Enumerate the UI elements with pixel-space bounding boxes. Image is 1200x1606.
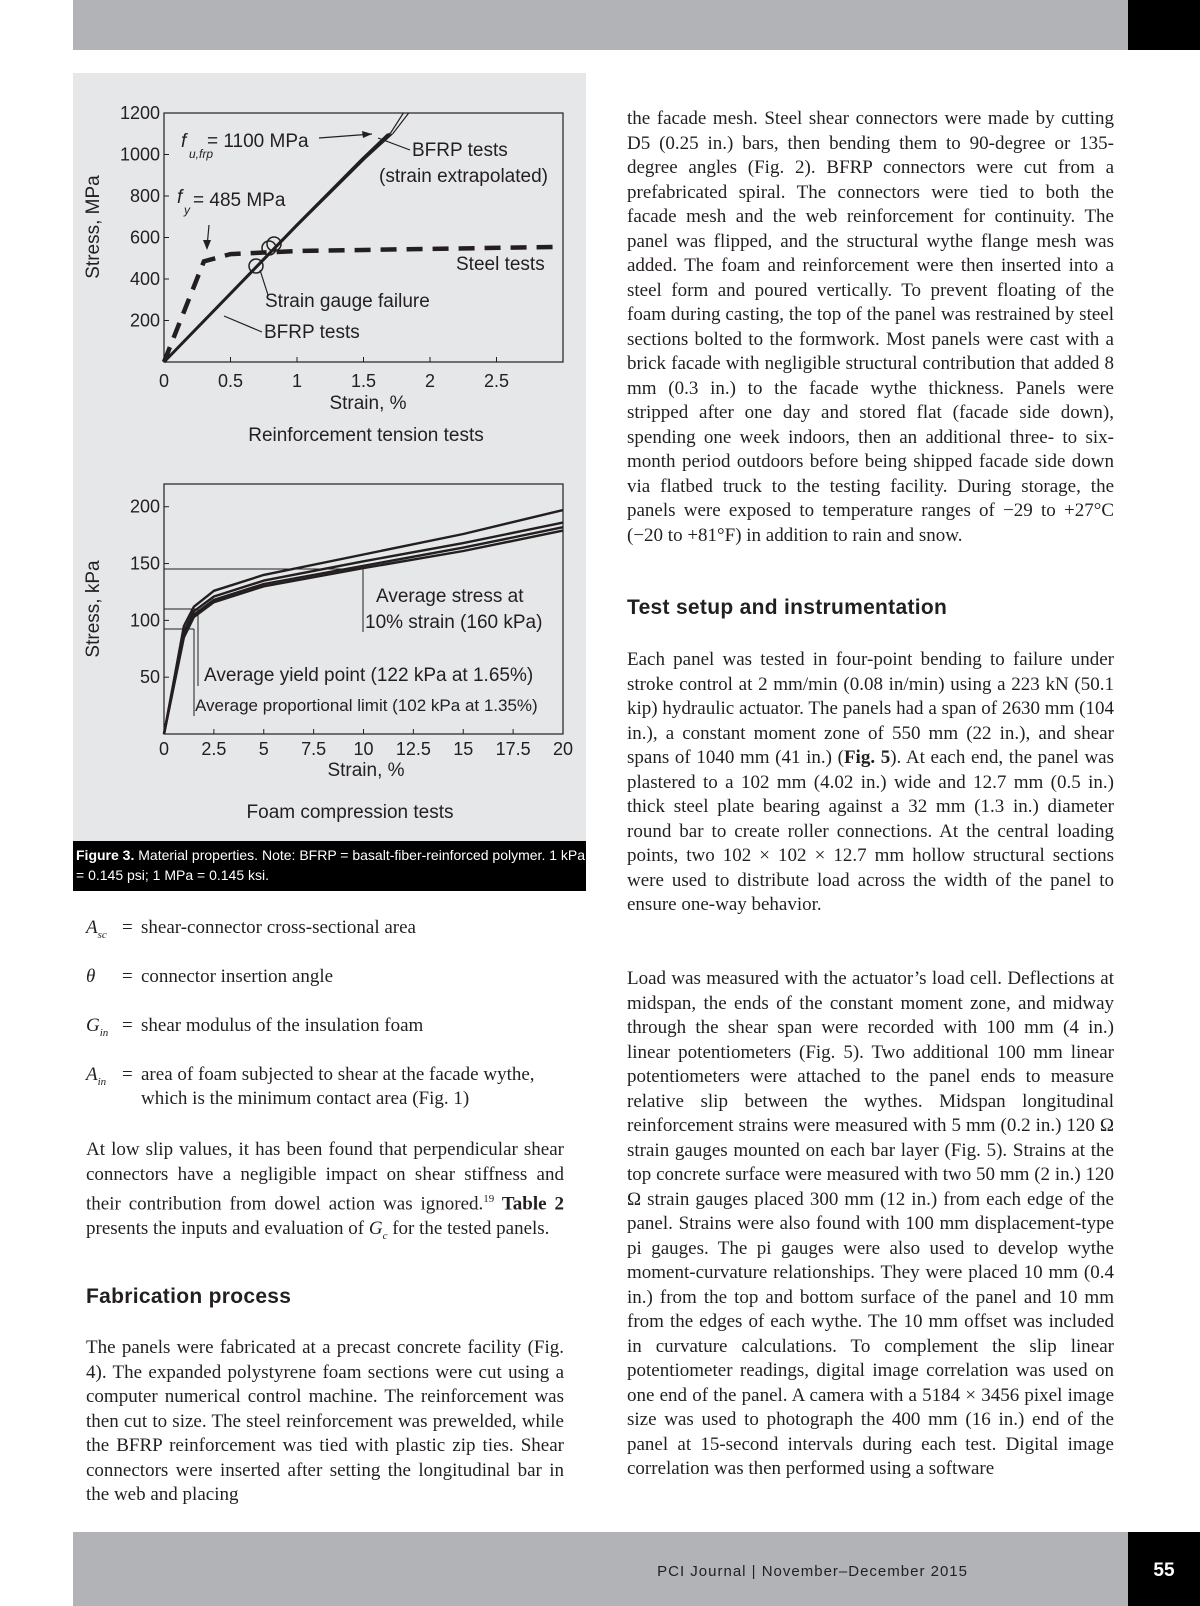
chart1-ytick-label: 800 bbox=[129, 186, 160, 206]
avg-stress-2: 10% strain (160 kPa) bbox=[365, 612, 543, 633]
heading-fabrication: Fabrication process bbox=[86, 1285, 292, 1308]
chart1-xlabel: Strain, % bbox=[329, 393, 407, 414]
left-paragraph-1: At low slip values, it has been found that perpendicular shear connectors have a negligible impact on shear stiffness and their contribution from dowel action was ignored.$^{19}$ Table 2 presents the inputs and evaluation of $G_c$ for the tested panels. bbox=[86, 1139, 564, 1242]
fy-label: f bbox=[177, 187, 183, 208]
chart2-title: Foam compression tests bbox=[246, 802, 454, 823]
journal-title: PCI Journal | November–December 2015 bbox=[657, 1563, 968, 1580]
heading-test-setup: Test setup and instrumentation bbox=[627, 596, 948, 619]
chart2-ytick-label: 200 bbox=[129, 496, 160, 517]
figure-caption bbox=[73, 841, 586, 891]
figure-3 bbox=[0, 0, 600, 900]
chart2-xtick-label: 20 bbox=[552, 739, 574, 759]
chart1-ytick-label: 1200 bbox=[119, 103, 160, 123]
right-paragraph-2: Each panel was tested in four-point bending to failure under stroke control at 2 mm/min (0.08 in/min) using a 223 kN (50.1 kip) hydraulic actuator. The panels had a span of 2630 mm (104 in.), a constant moment zone of 550 mm (22 in.), and shear spans of 1040 mm (41 in.) (Fig. 5). At each end, the panel was plastered to a 102 mm (4.02 in.) wide and 12.7 mm (0.5 in.) thick steel plate bearing against a 32 mm (1.3 in.) diameter round bar to create roller connections. At the central loading points, two 102 × 102 × 12.7 mm hollow structural sections were used to distribute load across the width of the panel to ensure one-way behavior. bbox=[627, 649, 1114, 915]
chart2-ytick-label: 100 bbox=[129, 610, 160, 631]
chart2-xlabel: Strain, % bbox=[327, 760, 405, 781]
chart2-xtick-label: 17.5 bbox=[495, 739, 531, 759]
footer-band bbox=[73, 1532, 1128, 1606]
chart2-xtick-label: 5 bbox=[258, 739, 269, 759]
avg-yield: Average yield point (122 kPa at 1.65%) bbox=[204, 665, 534, 686]
chart2-ylabel: Stress, kPa bbox=[83, 560, 104, 658]
chart1-xtick-label: 2 bbox=[424, 371, 436, 391]
steel-label: Steel tests bbox=[456, 254, 545, 275]
chart1-xtick-label: 0.5 bbox=[217, 371, 244, 391]
left-paragraph-2: The panels were fabricated at a precast concrete facility (Fig. 4). The expanded polystyrene foam sections were cut using a computer numerical control machine. The reinforcement was then cut to size. The steel reinforcement was prewelded, while the BFRP reinforcement was tied with plastic zip ties. Shear connectors were inserted after setting the longitudinal bar in the web and placing bbox=[86, 1337, 564, 1505]
caption-label: Figure 3. bbox=[76, 847, 135, 863]
caption-text: Material properties. Note: BFRP = basalt-fiber-reinforced polymer. 1 kPa = 0.145 psi; 1 MPa = 0.145 ksi. bbox=[76, 847, 586, 883]
chart2-xtick-label: 2.5 bbox=[201, 739, 227, 759]
chart1-ytick-label: 400 bbox=[129, 269, 160, 289]
chart1-xtick-label: 1.5 bbox=[350, 371, 377, 391]
fu-label: f bbox=[181, 131, 187, 152]
chart2-xtick-label: 12.5 bbox=[395, 739, 431, 759]
chart2-xtick-label: 15 bbox=[453, 739, 474, 759]
page-number: 55 bbox=[1153, 1560, 1175, 1581]
chart2-xtick-label: 10 bbox=[353, 739, 374, 759]
gauge-failure-label: Strain gauge failure bbox=[265, 291, 430, 312]
bfrp-extrap-2: (strain extrapolated) bbox=[379, 166, 548, 187]
bfrp-label: BFRP tests bbox=[264, 322, 360, 343]
chart1-ytick-label: 1000 bbox=[119, 144, 160, 165]
fy-value: = 485 MPa bbox=[193, 190, 286, 211]
fy-sub: y bbox=[184, 203, 190, 217]
chart1-ytick-label: 200 bbox=[129, 310, 160, 331]
chart1-title: Reinforcement tension tests bbox=[248, 425, 484, 446]
chart1-xtick-label: 1 bbox=[291, 371, 303, 391]
chart1-ytick-label: 600 bbox=[129, 227, 160, 248]
chart2-xtick-label: 7.5 bbox=[301, 739, 327, 759]
fu-value: = 1100 MPa bbox=[207, 131, 309, 152]
chart1-xtick-label: 2.5 bbox=[483, 371, 510, 391]
avg-stress-1: Average stress at bbox=[376, 586, 524, 607]
fu-sub: u,frp bbox=[189, 147, 214, 161]
chart1-ylabel: Stress, MPa bbox=[83, 175, 104, 279]
chart2-ytick-label: 150 bbox=[129, 553, 160, 574]
avg-prop: Average proportional limit (102 kPa at 1.35%) bbox=[195, 696, 538, 715]
chart2-xtick-label: 0 bbox=[158, 739, 170, 759]
right-paragraph-3: Load was measured with the actuator’s load cell. Deflections at midspan, the ends of the constant moment zone, and midway through the shear span were recorded with 100 mm (4 in.) linear potentiometers (Fig. 5). Two additional 100 mm linear potentiometers were attached to the panel ends to measure relative slip between the wythes. Midspan longitudinal reinforcement strains were measured with 5 mm (0.2 in.) 120 Ω strain gauges mounted on each bar layer (Fig. 5). Strains at the top concrete surface were measured with two 50 mm (2 in.) 120 Ω strain gauges placed 300 mm (12 in.) from each edge of the panel. Strains were also found with 100 mm displacement-type pi gauges. The pi gauges were also used to develop wythe moment-curvature relationships. They were placed 10 mm (0.4 in.) from the top and bottom surface of the panel and 10 mm from the edges of each wythe. The 10 mm offset was included in curvature calculations. To complement the slip linear potentiometer readings, digital image correlation was used on one end of the panel. A camera with a 5184 × 3456 pixel image size was used to photograph the 400 mm (16 in.) end of the panel at 15-second intervals during each test. Digital image correlation was then performed using a software bbox=[627, 968, 1114, 1479]
bfrp-extrap-1: BFRP tests bbox=[412, 140, 508, 161]
chart1-xtick-label: 0 bbox=[158, 371, 170, 391]
right-paragraph-1: the facade mesh. Steel shear connectors were made by cutting D5 (0.25 in.) bars, then bending them to 90-degree or 135-degree angles (Fig. 2). BFRP connectors were cut from a prefabricated spiral. The connectors were tied to both the facade mesh and the web reinforcement for continuity. The panel was flipped, and the structural wythe flange mesh was added. The foam and reinforcement were then inserted into a steel form and poured vertically. To prevent floating of the foam during casting, the top of the panel was restrained by steel sections bolted to the formwork. Most panels were cast with a brick facade with negligible structural contribution that added 8 mm (0.3 in.) to the facade wythe thickness. Panels were stripped after one day and stored flat (facade side down), spending one week indoors, then an additional three- to six-month period outdoors before being shipped facade side down via flatbed truck to the testing facility. During storage, the panels were exposed to temperature ranges of −29 to +27°C (−20 to +81°F) in addition to rain and snow. bbox=[627, 108, 1114, 546]
chart2-ytick-label: 50 bbox=[139, 667, 160, 688]
header-corner-block bbox=[1128, 0, 1200, 50]
